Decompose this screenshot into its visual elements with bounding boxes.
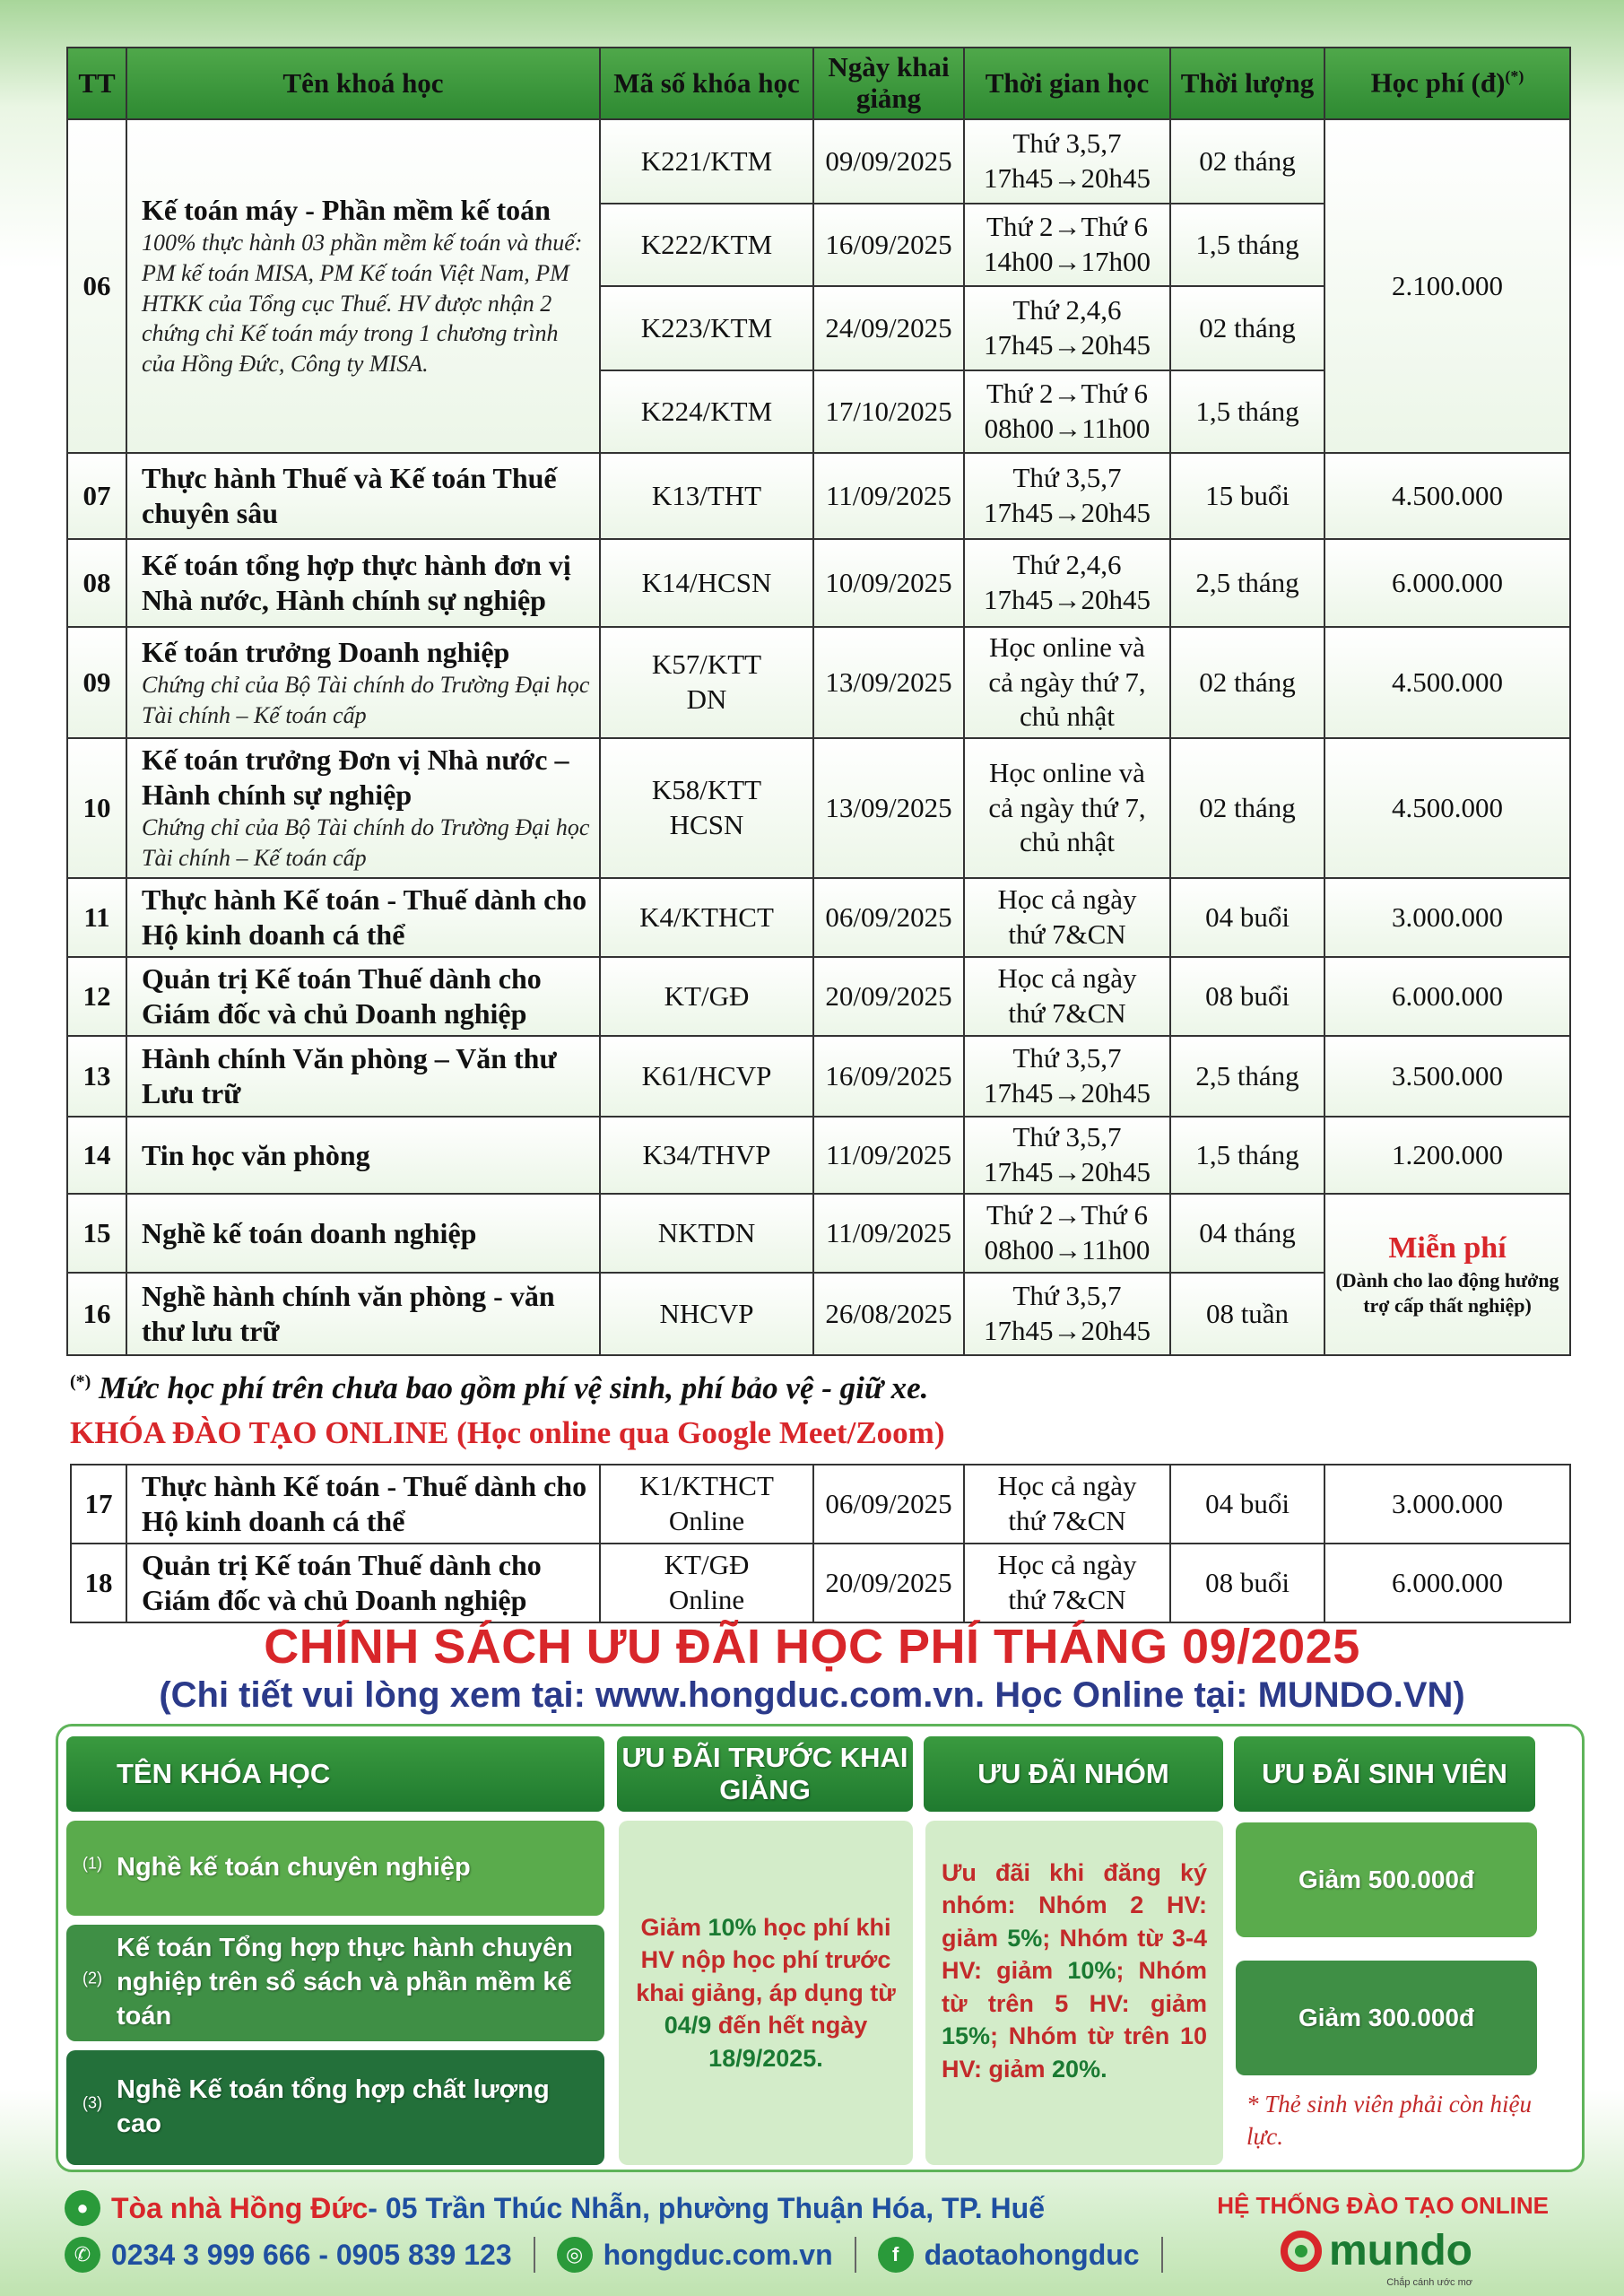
row-course-name: Thực hành Thuế và Kế toán Thuế chuyên sâu (126, 453, 600, 539)
row-duration: 1,5 tháng (1170, 204, 1324, 286)
table-row (67, 738, 1570, 878)
row-tt: 09 (67, 627, 126, 738)
row-duration: 02 tháng (1170, 286, 1324, 370)
row-code: K222/KTM (600, 204, 813, 286)
row-duration: 02 tháng (1170, 119, 1324, 204)
row-date: 13/09/2025 (813, 627, 964, 738)
row-schedule: Thứ 3,5,7 17h45→20h45 (964, 1273, 1170, 1355)
row-date: 16/09/2025 (813, 1036, 964, 1117)
row-code: NKTDN (600, 1194, 813, 1273)
row-schedule: Thứ 2→Thứ 6 08h00→11h00 (964, 1194, 1170, 1273)
row-duration: 2,5 tháng (1170, 539, 1324, 627)
row-fee: 4.500.000 (1324, 627, 1570, 738)
policy-early-discount: Giảm 10% học phí khi HV nộp học phí trước khai giảng, áp dụng từ 04/9 đến hết ngày 18/9/2025. (619, 1821, 913, 2165)
row-tt: 10 (67, 738, 126, 878)
row-tt: 13 (67, 1036, 126, 1117)
facebook-icon: f (878, 2237, 914, 2273)
footer-contacts (65, 2237, 1185, 2273)
row-date: 26/08/2025 (813, 1273, 964, 1355)
header-fee: Học phí (đ)(*) (1324, 48, 1570, 119)
location-pin-icon: ● (65, 2190, 100, 2226)
row-fee-free: Miễn phí (Dành cho lao động hưởng trợ cấp thất nghiệp) (1324, 1194, 1570, 1355)
mundo-logo[interactable]: mundo Chắp cánh ước mơ (1281, 2226, 1472, 2275)
fee-note: (*) Mức học phí trên chưa bao gồm phí vệ sinh, phí bảo vệ - giữ xe. (70, 1370, 929, 1405)
row-date: 16/09/2025 (813, 204, 964, 286)
divider (855, 2237, 856, 2273)
online-course-table (70, 1464, 1571, 1623)
header-tt: TT (67, 48, 126, 119)
header-duration: Thời lượng (1170, 48, 1324, 119)
row-code: K61/HCVP (600, 1036, 813, 1117)
row-duration: 08 tuần (1170, 1273, 1324, 1355)
row-tt: 08 (67, 539, 126, 627)
row-date: 20/09/2025 (813, 957, 964, 1036)
table-row (67, 119, 1570, 204)
row-schedule: Học cả ngày thứ 7&CN (964, 1465, 1170, 1544)
student-discount-1: Giảm 500.000đ (1236, 1822, 1537, 1937)
row-date: 13/09/2025 (813, 738, 964, 878)
footer-phone[interactable]: 0234 3 999 666 - 0905 839 123 (111, 2238, 512, 2271)
row-code: K1/KTHCT Online (600, 1465, 813, 1544)
header-schedule: Thời gian học (964, 48, 1170, 119)
row-fee: 6.000.000 (1324, 539, 1570, 627)
header-start-date: Ngày khai giảng (813, 48, 964, 119)
row-fee: 3.000.000 (1324, 1465, 1570, 1544)
row-code: NHCVP (600, 1273, 813, 1355)
row-fee: 6.000.000 (1324, 957, 1570, 1036)
row-tt: 12 (67, 957, 126, 1036)
row-schedule: Thứ 3,5,7 17h45→20h45 (964, 1036, 1170, 1117)
policy-title: CHÍNH SÁCH ƯU ĐÃI HỌC PHÍ THÁNG 09/2025 (264, 1620, 1360, 1674)
row-course-name: Kế toán trưởng Đơn vị Nhà nước – Hành chính sự nghiệp Chứng chỉ của Bộ Tài chính do Trường Đại học Tài chính – Kế toán cấp (126, 738, 600, 878)
row-schedule: Thứ 3,5,7 17h45→20h45 (964, 1117, 1170, 1194)
row-code: K58/KTT HCSN (600, 738, 813, 878)
table-row (67, 1117, 1570, 1194)
table-header-row (67, 48, 1570, 119)
row-tt: 16 (67, 1273, 126, 1355)
header-course-code: Mã số khóa học (600, 48, 813, 119)
footer-facebook-link[interactable]: daotaohongduc (924, 2238, 1140, 2271)
footer-address: ● Tòa nhà Hồng Đức - 05 Trần Thúc Nhẫn, phường Thuận Hóa, TP. Huế (65, 2190, 1045, 2226)
row-duration: 15 buổi (1170, 453, 1324, 539)
row-duration: 2,5 tháng (1170, 1036, 1324, 1117)
divider (1161, 2237, 1163, 2273)
row-fee: 4.500.000 (1324, 453, 1570, 539)
row-tt: 07 (67, 453, 126, 539)
course-table (66, 47, 1571, 1356)
policy-course-item: (1) Nghề kế toán chuyên nghiệp (66, 1821, 604, 1916)
row-course-name: Kế toán tổng hợp thực hành đơn vị Nhà nước, Hành chính sự nghiệp (126, 539, 600, 627)
row-schedule: Thứ 2→Thứ 6 14h00→17h00 (964, 204, 1170, 286)
row-date: 09/09/2025 (813, 119, 964, 204)
footer-website-link[interactable]: hongduc.com.vn (603, 2238, 833, 2271)
row-schedule: Thứ 2,4,6 17h45→20h45 (964, 539, 1170, 627)
table-row (71, 1544, 1570, 1622)
row-fee: 3.000.000 (1324, 878, 1570, 957)
row-code: K57/KTT DN (600, 627, 813, 738)
row-tt: 11 (67, 878, 126, 957)
row-schedule: Học cả ngày thứ 7&CN (964, 878, 1170, 957)
policy-course-item: (3) Nghề Kế toán tổng hợp chất lượng cao (66, 2050, 604, 2165)
row-course-name: Nghề kế toán doanh nghiệp (126, 1194, 600, 1273)
row-tt: 15 (67, 1194, 126, 1273)
row-duration: 02 tháng (1170, 627, 1324, 738)
row-duration: 1,5 tháng (1170, 1117, 1324, 1194)
row-schedule: Thứ 3,5,7 17h45→20h45 (964, 119, 1170, 204)
row-date: 11/09/2025 (813, 453, 964, 539)
row-fee: 4.500.000 (1324, 738, 1570, 878)
row-course-name: Hành chính Văn phòng – Văn thư Lưu trữ (126, 1036, 600, 1117)
row-duration: 04 tháng (1170, 1194, 1324, 1273)
row-date: 11/09/2025 (813, 1117, 964, 1194)
row-code: K223/KTM (600, 286, 813, 370)
row-tt: 14 (67, 1117, 126, 1194)
row-tt: 18 (71, 1544, 126, 1622)
row-date: 11/09/2025 (813, 1194, 964, 1273)
row-course-name: Thực hành Kế toán - Thuế dành cho Hộ kinh doanh cá thể (126, 1465, 600, 1544)
row-fee: 2.100.000 (1324, 119, 1570, 453)
row-code: KT/GĐ Online (600, 1544, 813, 1622)
table-row (67, 878, 1570, 957)
student-discount-2: Giảm 300.000đ (1236, 1961, 1537, 2075)
row-course-name: Quản trị Kế toán Thuế dành cho Giám đốc và chủ Doanh nghiệp (126, 957, 600, 1036)
row-code: KT/GĐ (600, 957, 813, 1036)
row-date: 10/09/2025 (813, 539, 964, 627)
mundo-logo-icon (1281, 2231, 1322, 2272)
policy-subtitle: (Chi tiết vui lòng xem tại: www.hongduc.com.vn. Học Online tại: MUNDO.VN) (159, 1675, 1465, 1715)
row-code: K221/KTM (600, 119, 813, 204)
row-tt: 17 (71, 1465, 126, 1544)
globe-icon: ◎ (557, 2237, 593, 2273)
row-fee: 3.500.000 (1324, 1036, 1570, 1117)
policy-header-course: TÊN KHÓA HỌC (66, 1736, 604, 1812)
row-course-name: Quản trị Kế toán Thuế dành cho Giám đốc và chủ Doanh nghiệp (126, 1544, 600, 1622)
row-course-name: Kế toán máy - Phần mềm kế toán 100% thực hành 03 phần mềm kế toán và thuế: PM kế toán MISA, PM Kế toán Việt Nam, PM HTKK của Tổng cục Thuế. HV được nhận 2 chứng chỉ Kế toán máy trong 1 chương trình của Hồng Đức, Công ty MISA. (126, 119, 600, 453)
row-tt: 06 (67, 119, 126, 453)
policy-header-student: ƯU ĐÃI SINH VIÊN (1234, 1736, 1535, 1812)
online-system-label: HỆ THỐNG ĐÀO TẠO ONLINE (1217, 2192, 1549, 2219)
row-code: K34/THVP (600, 1117, 813, 1194)
row-duration: 08 buổi (1170, 957, 1324, 1036)
header-course-name: Tên khoá học (126, 48, 600, 119)
row-duration: 02 tháng (1170, 738, 1324, 878)
table-row (67, 1036, 1570, 1117)
table-row (67, 627, 1570, 738)
phone-icon: ✆ (65, 2237, 100, 2273)
policy-header-early: ƯU ĐÃI TRƯỚC KHAI GIẢNG (617, 1736, 913, 1812)
row-fee: 1.200.000 (1324, 1117, 1570, 1194)
online-section-title: KHÓA ĐÀO TẠO ONLINE (Học online qua Google Meet/Zoom) (70, 1415, 945, 1450)
table-row (67, 1194, 1570, 1273)
row-code: K13/THT (600, 453, 813, 539)
row-duration: 04 buổi (1170, 1465, 1324, 1544)
row-course-name: Thực hành Kế toán - Thuế dành cho Hộ kinh doanh cá thể (126, 878, 600, 957)
row-date: 06/09/2025 (813, 878, 964, 957)
row-date: 24/09/2025 (813, 286, 964, 370)
row-duration: 1,5 tháng (1170, 370, 1324, 453)
row-schedule: Thứ 2,4,6 17h45→20h45 (964, 286, 1170, 370)
table-row (67, 453, 1570, 539)
row-date: 06/09/2025 (813, 1465, 964, 1544)
student-note: * Thẻ sinh viên phải còn hiệu lực. (1246, 2091, 1532, 2151)
table-row (67, 957, 1570, 1036)
row-date: 20/09/2025 (813, 1544, 964, 1622)
row-schedule: Thứ 2→Thứ 6 08h00→11h00 (964, 370, 1170, 453)
row-course-name: Kế toán trưởng Doanh nghiệp Chứng chỉ của Bộ Tài chính do Trường Đại học Tài chính – Kế toán cấp (126, 627, 600, 738)
divider (534, 2237, 535, 2273)
row-schedule: Học online và cả ngày thứ 7, chủ nhật (964, 738, 1170, 878)
row-schedule: Thứ 3,5,7 17h45→20h45 (964, 453, 1170, 539)
row-course-name: Tin học văn phòng (126, 1117, 600, 1194)
policy-group-discount: Ưu đãi khi đăng ký nhóm: Nhóm 2 HV: giảm 5%; Nhóm từ 3-4 HV: giảm 10%; Nhóm từ trên 5 HV: giảm 15%; Nhóm từ trên 10 HV: giảm 20%. (925, 1821, 1223, 2165)
table-row (71, 1465, 1570, 1544)
row-schedule: Học cả ngày thứ 7&CN (964, 957, 1170, 1036)
row-fee: 6.000.000 (1324, 1544, 1570, 1622)
row-duration: 04 buổi (1170, 878, 1324, 957)
row-code: K224/KTM (600, 370, 813, 453)
row-date: 17/10/2025 (813, 370, 964, 453)
policy-header-group: ƯU ĐÃI NHÓM (924, 1736, 1223, 1812)
row-schedule: Học cả ngày thứ 7&CN (964, 1544, 1170, 1622)
table-row (67, 539, 1570, 627)
row-duration: 08 buổi (1170, 1544, 1324, 1622)
row-course-name: Nghề hành chính văn phòng - văn thư lưu trữ (126, 1273, 600, 1355)
policy-course-item: (2) Kế toán Tổng hợp thực hành chuyên nghiệp trên sổ sách và phần mềm kế toán (66, 1925, 604, 2041)
row-code: K4/KTHCT (600, 878, 813, 957)
row-code: K14/HCSN (600, 539, 813, 627)
row-schedule: Học online và cả ngày thứ 7, chủ nhật (964, 627, 1170, 738)
